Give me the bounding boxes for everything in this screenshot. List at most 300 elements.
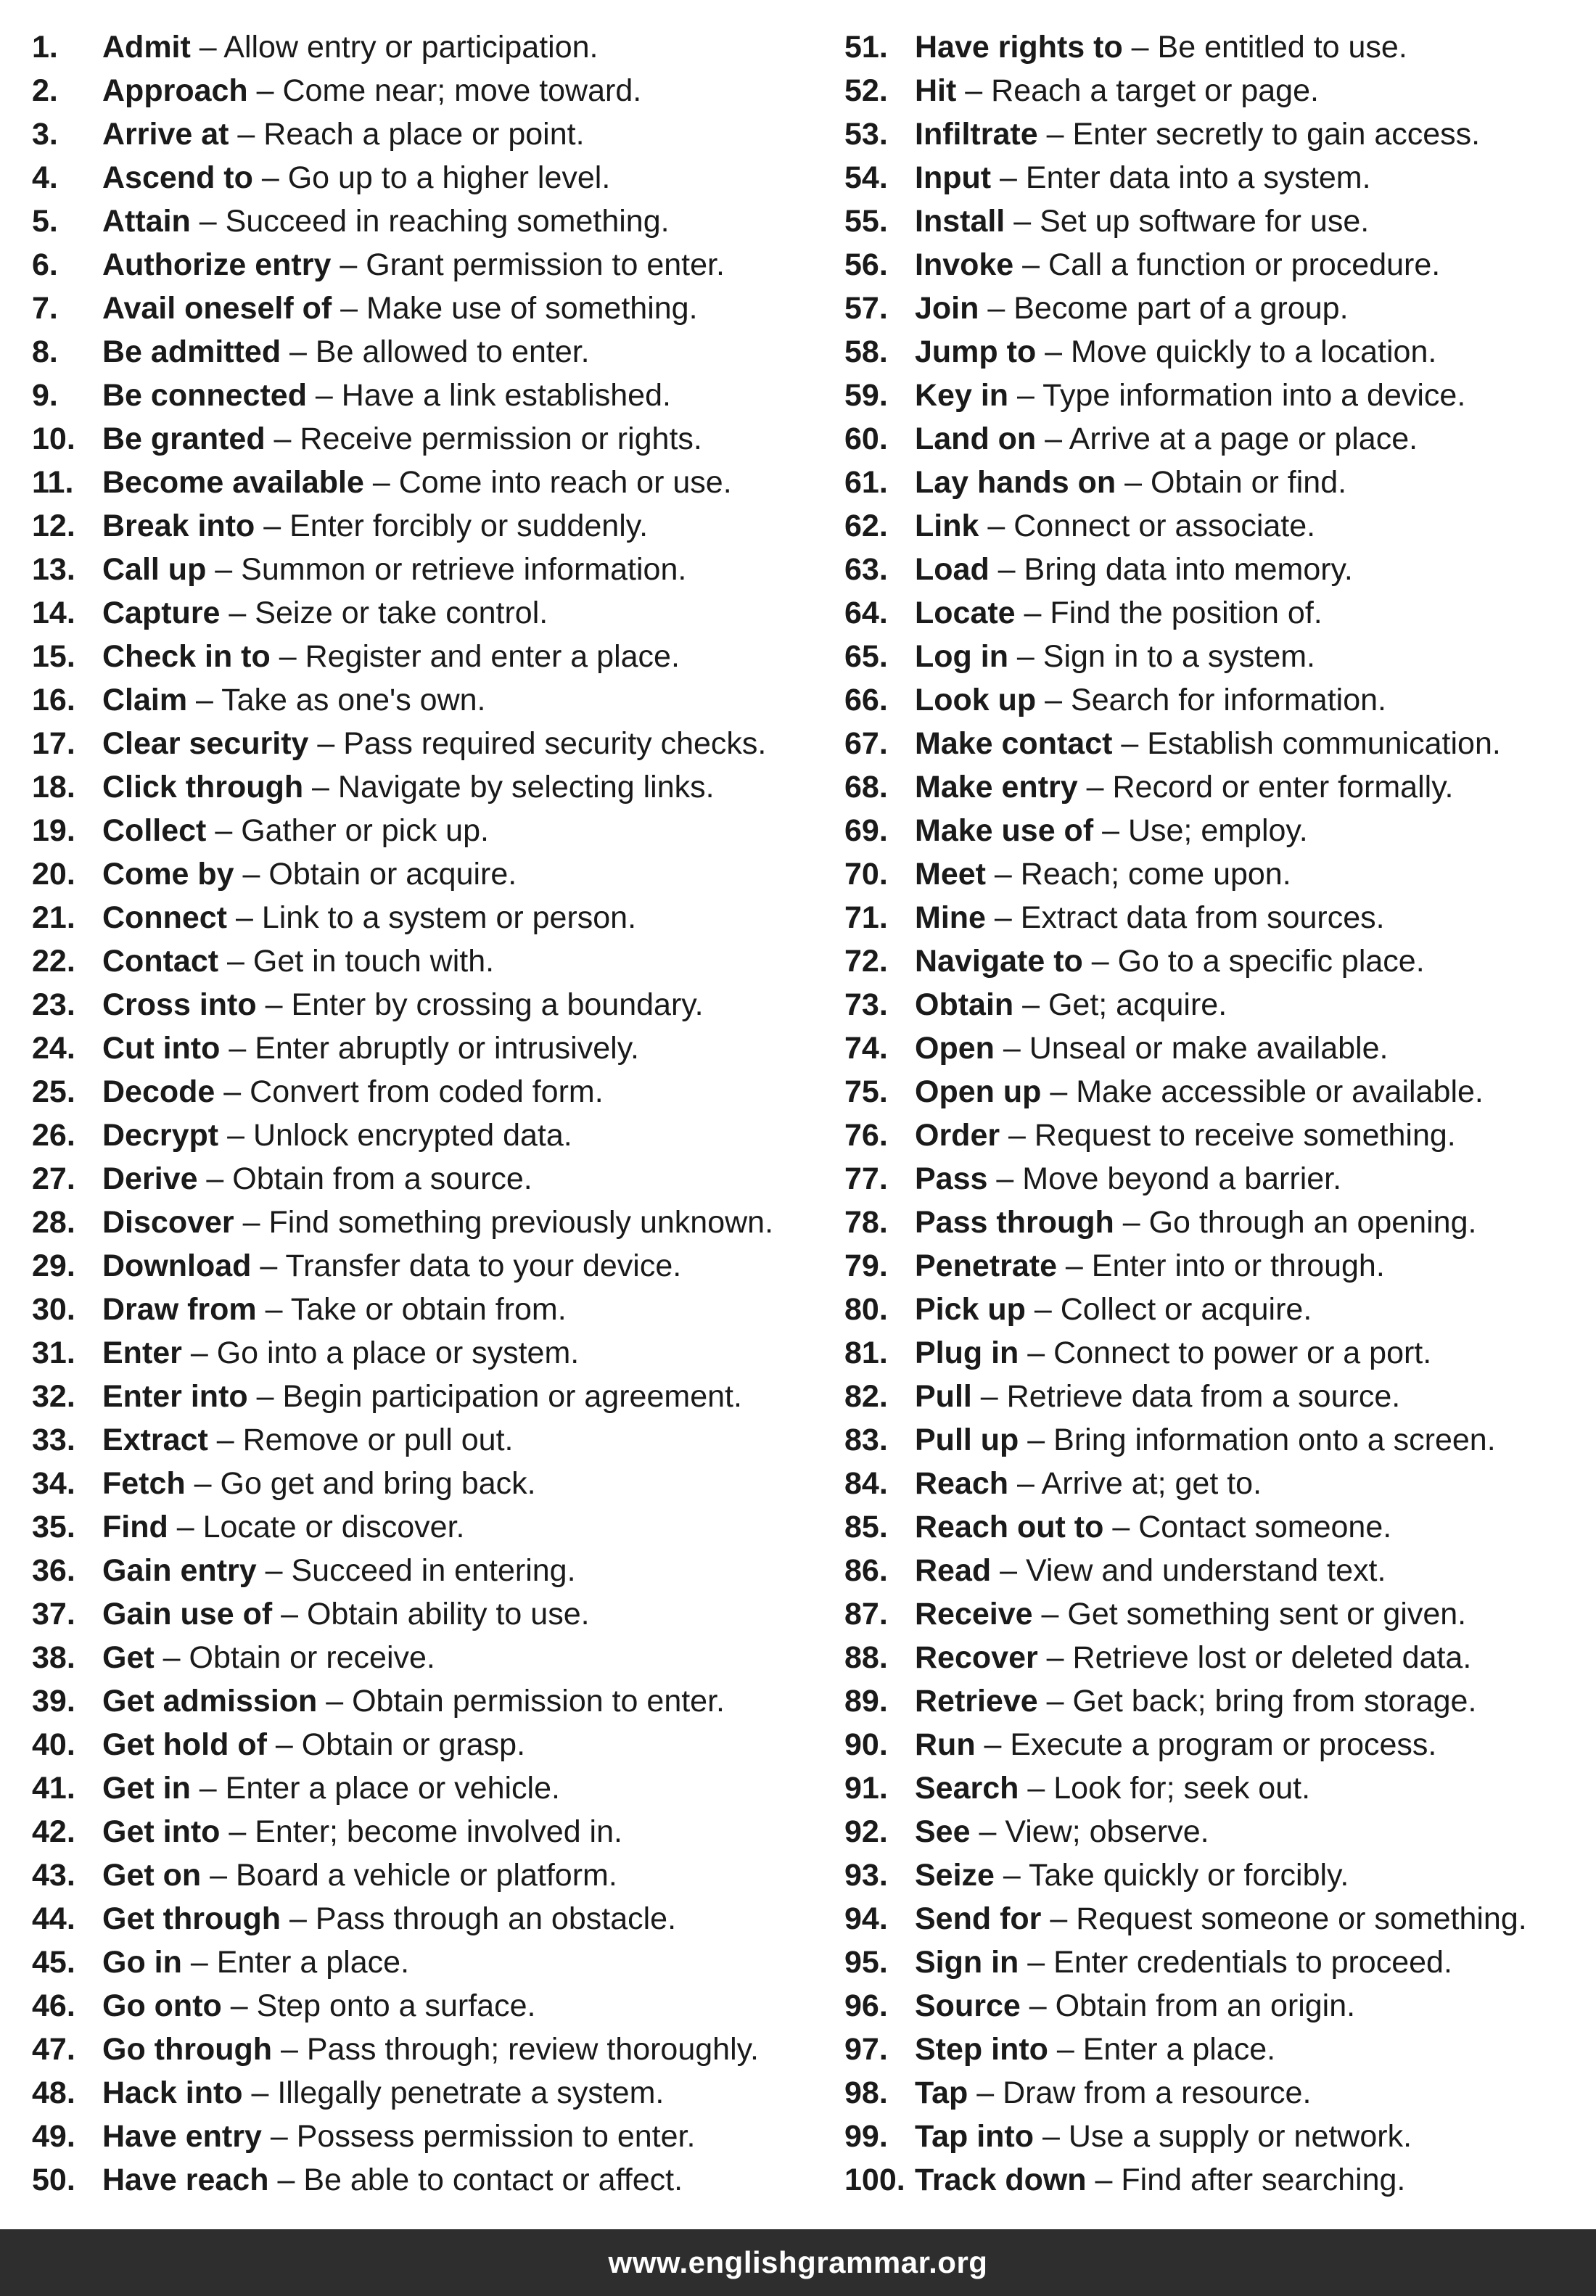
item-definition: Enter a place. (216, 1945, 410, 1980)
item-definition: Search for information. (1071, 683, 1386, 717)
list-item (32, 1853, 837, 1897)
item-definition: Type information into a device. (1042, 378, 1466, 413)
item-separator: – (987, 1161, 1023, 1196)
item-text (915, 2028, 1275, 2071)
item-term: Capture (102, 596, 221, 630)
item-term: Decode (102, 1074, 215, 1109)
item-text (915, 722, 1501, 765)
item-number: 60. (844, 421, 888, 456)
item-term: Tap (915, 2075, 968, 2110)
item-definition: Draw from a resource. (1003, 2075, 1312, 2110)
item-number: 25. (32, 1074, 75, 1109)
item-number: 21. (32, 900, 75, 935)
item-term: Penetrate (915, 1248, 1057, 1283)
list-item (32, 1679, 837, 1723)
item-number: 13. (32, 552, 75, 587)
item-text (102, 417, 702, 461)
item-number: 69. (844, 813, 888, 848)
list-item (32, 1114, 837, 1157)
item-number: 83. (844, 1423, 888, 1457)
item-separator: – (190, 204, 226, 239)
item-separator: – (363, 465, 399, 500)
item-text (102, 1549, 576, 1592)
item-text (102, 765, 715, 809)
list-item (32, 25, 837, 69)
list-item (844, 1505, 1596, 1549)
item-definition: Grant permission to enter. (366, 247, 725, 282)
item-separator: – (1019, 1336, 1054, 1370)
list-item (844, 1418, 1596, 1462)
item-number: 34. (32, 1466, 75, 1501)
item-separator: – (1048, 2032, 1083, 2067)
item-text (915, 417, 1418, 461)
item-term: Arrive at (102, 117, 229, 152)
item-separator: – (956, 73, 992, 108)
list-item (32, 2028, 837, 2071)
item-text (915, 1244, 1385, 1288)
item-term: Link (915, 509, 979, 543)
item-separator: – (218, 1118, 253, 1153)
item-separator: – (1008, 1466, 1042, 1501)
list-item (844, 809, 1596, 852)
item-number: 93. (844, 1858, 888, 1893)
item-separator: – (1015, 596, 1050, 630)
item-separator: – (242, 2075, 278, 2110)
item-text (102, 156, 610, 199)
item-separator: – (187, 683, 222, 717)
list-item (844, 417, 1596, 461)
list-item (32, 722, 837, 765)
item-definition: Enter by crossing a boundary. (291, 987, 704, 1022)
item-term: Load (915, 552, 990, 587)
item-definition: Get back; bring from storage. (1072, 1684, 1477, 1719)
item-separator: – (1103, 1510, 1139, 1544)
item-term: Pick up (915, 1292, 1026, 1327)
item-separator: – (206, 813, 242, 848)
footer-url[interactable]: www.englishgrammar.org (608, 2245, 988, 2279)
item-definition: Step onto a surface. (256, 1988, 536, 2023)
item-text (915, 374, 1465, 417)
item-separator: – (272, 1597, 307, 1632)
item-text (102, 1114, 572, 1157)
item-number: 95. (844, 1945, 888, 1980)
list-item (844, 243, 1596, 287)
item-number: 68. (844, 770, 888, 805)
list-item (32, 939, 837, 983)
list-item (844, 1897, 1596, 1941)
item-separator: – (218, 944, 253, 979)
item-definition: Look for; seek out. (1053, 1771, 1311, 1806)
list-item (844, 678, 1596, 722)
item-term: Search (915, 1771, 1019, 1806)
item-definition: Enter credentials to proceed. (1053, 1945, 1452, 1980)
item-number: 62. (844, 509, 888, 543)
item-term: Attain (102, 204, 191, 239)
list-item (844, 1201, 1596, 1244)
item-separator: – (251, 1248, 286, 1283)
list-item (32, 156, 837, 199)
item-text (915, 1984, 1355, 2028)
item-definition: Come near; move toward. (282, 73, 642, 108)
item-number: 100. (844, 2163, 905, 2197)
item-term: Be admitted (102, 334, 281, 369)
item-text (915, 1418, 1496, 1462)
item-number: 66. (844, 683, 888, 717)
item-number: 10. (32, 421, 75, 456)
list-item (844, 722, 1596, 765)
item-definition: Enter data into a system. (1025, 160, 1371, 195)
item-separator: – (968, 2075, 1003, 2110)
list-item (844, 1679, 1596, 1723)
item-text (915, 1897, 1527, 1941)
list-item (32, 983, 837, 1026)
item-text (102, 461, 732, 504)
item-term: Order (915, 1118, 1000, 1153)
list-item (32, 243, 837, 287)
item-text (102, 1288, 567, 1331)
item-number: 74. (844, 1031, 888, 1066)
list-item (32, 199, 837, 243)
item-term: Draw from (102, 1292, 257, 1327)
item-text (915, 1157, 1341, 1201)
item-text (915, 1592, 1466, 1636)
item-separator: – (970, 1814, 1005, 1849)
item-separator: – (268, 2163, 304, 2197)
item-term: Get hold of (102, 1727, 267, 1762)
item-term: Have rights to (915, 30, 1123, 65)
item-text (915, 2158, 1405, 2202)
item-term: Gain use of (102, 1597, 273, 1632)
item-definition: Obtain or acquire. (268, 857, 517, 892)
item-definition: Get; acquire. (1048, 987, 1227, 1022)
item-text (102, 1244, 681, 1288)
list-item (844, 156, 1596, 199)
item-text (915, 1941, 1452, 1984)
item-number: 84. (844, 1466, 888, 1501)
item-definition: Link to a system or person. (261, 900, 637, 935)
item-term: Cross into (102, 987, 257, 1022)
item-number: 52. (844, 73, 888, 108)
item-number: 23. (32, 987, 75, 1022)
item-text (915, 1288, 1312, 1331)
list-item (844, 1331, 1596, 1375)
item-text (102, 548, 686, 591)
item-term: Pass through (915, 1205, 1114, 1240)
item-term: Reach (915, 1466, 1009, 1501)
item-term: Become available (102, 465, 364, 500)
item-term: Infiltrate (915, 117, 1038, 152)
item-definition: Board a vehicle or platform. (235, 1858, 617, 1893)
item-number: 37. (32, 1597, 75, 1632)
item-separator: – (991, 1553, 1026, 1588)
list-item (32, 1941, 837, 1984)
item-number: 91. (844, 1771, 888, 1806)
item-term: Clear security (102, 726, 309, 761)
item-definition: Go up to a higher level. (287, 160, 611, 195)
list-item (32, 1201, 837, 1244)
item-text (915, 287, 1349, 330)
item-text (915, 1505, 1391, 1549)
item-text (915, 548, 1353, 591)
item-term: Track down (915, 2163, 1087, 2197)
item-term: Open up (915, 1074, 1042, 1109)
item-definition: Pass through; review thoroughly. (306, 2032, 759, 2067)
item-separator: – (265, 421, 300, 456)
item-definition: Come into reach or use. (398, 465, 732, 500)
item-number: 56. (844, 247, 888, 282)
item-term: Read (915, 1553, 992, 1588)
item-term: Claim (102, 683, 188, 717)
item-definition: Take as one's own. (221, 683, 486, 717)
item-definition: Use a supply or network. (1068, 2119, 1412, 2154)
item-separator: – (181, 1945, 217, 1980)
item-term: Discover (102, 1205, 234, 1240)
item-text (102, 852, 517, 896)
item-number: 77. (844, 1161, 888, 1196)
item-separator: – (185, 1466, 221, 1501)
item-definition: Enter a place or vehicle. (225, 1771, 560, 1806)
list-item (844, 548, 1596, 591)
item-definition: Go get and bring back. (220, 1466, 536, 1501)
item-number: 81. (844, 1336, 888, 1370)
list-item (32, 1766, 837, 1810)
item-number: 63. (844, 552, 888, 587)
item-text (915, 1810, 1209, 1853)
item-text (915, 243, 1440, 287)
item-term: Reach out to (915, 1510, 1104, 1544)
list-item (844, 1941, 1596, 1984)
item-separator: – (190, 30, 224, 65)
item-definition: Obtain permission to enter. (352, 1684, 725, 1719)
item-separator: – (1036, 334, 1071, 369)
item-number: 32. (32, 1379, 75, 1414)
list-item (32, 1157, 837, 1201)
item-number: 54. (844, 160, 888, 195)
list-item (844, 1723, 1596, 1766)
item-term: Get into (102, 1814, 221, 1849)
item-number: 22. (32, 944, 75, 979)
item-number: 61. (844, 465, 888, 500)
item-definition: Summon or retrieve information. (241, 552, 687, 587)
list-item (844, 287, 1596, 330)
item-term: Fetch (102, 1466, 186, 1501)
item-term: Connect (102, 900, 227, 935)
item-number: 44. (32, 1901, 75, 1936)
item-number: 67. (844, 726, 888, 761)
item-number: 11. (32, 465, 74, 500)
item-definition: Succeed in reaching something. (225, 204, 670, 239)
list-item (844, 983, 1596, 1026)
word-list-column-right (844, 25, 1596, 2202)
item-separator: – (1116, 465, 1151, 500)
item-definition: Have a link established. (341, 378, 671, 413)
item-term: Derive (102, 1161, 198, 1196)
item-text (915, 678, 1386, 722)
list-item (844, 112, 1596, 156)
item-separator: – (154, 1640, 189, 1675)
item-number: 24. (32, 1031, 75, 1066)
item-term: Navigate to (915, 944, 1083, 979)
item-separator: – (308, 726, 344, 761)
item-definition: Move quickly to a location. (1071, 334, 1437, 369)
item-number: 3. (32, 117, 58, 152)
item-definition: Find the position of. (1050, 596, 1323, 630)
item-number: 5. (32, 204, 58, 239)
item-definition: Retrieve lost or deleted data. (1072, 1640, 1472, 1675)
item-number: 65. (844, 639, 888, 674)
item-separator: – (303, 770, 338, 805)
item-definition: Become part of a group. (1013, 291, 1349, 326)
list-item (32, 1984, 837, 2028)
item-term: Join (915, 291, 979, 326)
item-number: 8. (32, 334, 58, 369)
item-term: Contact (102, 944, 219, 979)
item-text (102, 1984, 535, 2028)
item-number: 29. (32, 1248, 75, 1283)
item-term: Jump to (915, 334, 1037, 369)
item-text (102, 1375, 742, 1418)
item-separator: – (1034, 2119, 1069, 2154)
item-definition: Enter forcibly or suddenly. (289, 509, 649, 543)
item-number: 89. (844, 1684, 888, 1719)
item-definition: Convert from coded form. (250, 1074, 604, 1109)
item-number: 64. (844, 596, 888, 630)
item-text (102, 722, 766, 765)
item-number: 7. (32, 291, 58, 326)
item-definition: Obtain from a source. (232, 1161, 532, 1196)
item-text (102, 939, 494, 983)
item-text (915, 1070, 1484, 1114)
list-item (844, 330, 1596, 374)
item-text (915, 1114, 1456, 1157)
item-text (102, 1810, 622, 1853)
item-number: 85. (844, 1510, 888, 1544)
item-text (102, 896, 636, 939)
list-item (844, 1853, 1596, 1897)
item-separator: – (190, 1771, 226, 1806)
item-separator: – (1122, 30, 1158, 65)
item-separator: – (197, 1161, 233, 1196)
item-definition: Enter; become involved in. (255, 1814, 622, 1849)
item-definition: Bring data into memory. (1024, 552, 1353, 587)
list-item (32, 2071, 837, 2115)
list-item (32, 2115, 837, 2158)
item-number: 42. (32, 1814, 75, 1849)
item-definition: Succeed in entering. (291, 1553, 576, 1588)
item-separator: – (1005, 204, 1040, 239)
list-item (844, 1244, 1596, 1288)
item-separator: – (255, 509, 290, 543)
item-text (102, 1766, 560, 1810)
item-text (102, 69, 641, 112)
item-definition: Arrive at a page or place. (1069, 421, 1418, 456)
item-term: Approach (102, 73, 248, 108)
item-number: 39. (32, 1684, 75, 1719)
item-number: 71. (844, 900, 888, 935)
item-term: Obtain (915, 987, 1014, 1022)
item-number: 26. (32, 1118, 75, 1153)
item-text (102, 504, 648, 548)
item-number: 87. (844, 1597, 888, 1632)
item-definition: Register and enter a place. (305, 639, 680, 674)
item-number: 28. (32, 1205, 75, 1240)
list-item (844, 896, 1596, 939)
item-separator: – (985, 900, 1021, 935)
item-separator: – (994, 1858, 1029, 1893)
item-separator: – (247, 73, 283, 108)
list-item (32, 1331, 837, 1375)
list-item (844, 1157, 1596, 1201)
item-text (915, 2071, 1311, 2115)
item-term: Have reach (102, 2163, 269, 2197)
item-number: 4. (32, 160, 58, 195)
item-text (915, 591, 1323, 635)
item-separator: – (234, 857, 269, 892)
item-number: 82. (844, 1379, 888, 1414)
item-text (915, 939, 1425, 983)
list-item (32, 765, 837, 809)
item-term: Decrypt (102, 1118, 219, 1153)
list-item (32, 1723, 837, 1766)
item-separator: – (1056, 1248, 1092, 1283)
list-item (844, 765, 1596, 809)
list-item (32, 287, 837, 330)
list-item (844, 374, 1596, 417)
item-definition: Be entitled to use. (1157, 30, 1407, 65)
item-text (915, 1853, 1349, 1897)
item-number: 72. (844, 944, 888, 979)
item-definition: Make accessible or available. (1076, 1074, 1484, 1109)
item-number: 6. (32, 247, 58, 282)
item-term: Key in (915, 378, 1009, 413)
item-definition: Take quickly or forcibly. (1029, 1858, 1349, 1893)
item-separator: – (1008, 378, 1043, 413)
item-text (102, 1723, 525, 1766)
item-term: Retrieve (915, 1684, 1038, 1719)
list-item (844, 1462, 1596, 1505)
list-item (844, 2071, 1596, 2115)
item-definition: View; observe. (1005, 1814, 1209, 1849)
item-definition: Pass through an obstacle. (315, 1901, 677, 1936)
item-number: 53. (844, 117, 888, 152)
item-definition: Call a function or procedure. (1048, 247, 1441, 282)
item-separator: – (1082, 944, 1118, 979)
item-definition: Remove or pull out. (242, 1423, 514, 1457)
item-number: 88. (844, 1640, 888, 1675)
item-number: 86. (844, 1553, 888, 1588)
item-definition: Pass required security checks. (343, 726, 767, 761)
item-term: Input (915, 160, 992, 195)
item-text (915, 504, 1315, 548)
item-number: 14. (32, 596, 75, 630)
item-text (915, 896, 1385, 939)
item-separator: – (979, 509, 1014, 543)
word-list-column-left (32, 25, 837, 2202)
item-text (915, 983, 1227, 1026)
item-text (915, 199, 1369, 243)
item-definition: Set up software for use. (1040, 204, 1370, 239)
item-separator: – (256, 1553, 292, 1588)
item-text (102, 809, 489, 852)
item-definition: Obtain from an origin. (1055, 1988, 1356, 2023)
item-term: Break into (102, 509, 255, 543)
item-term: Land on (915, 421, 1037, 456)
item-separator: – (331, 247, 366, 282)
item-term: Get through (102, 1901, 281, 1936)
item-number: 96. (844, 1988, 888, 2023)
item-definition: Enter into or through. (1091, 1248, 1385, 1283)
list-item (844, 2028, 1596, 2071)
